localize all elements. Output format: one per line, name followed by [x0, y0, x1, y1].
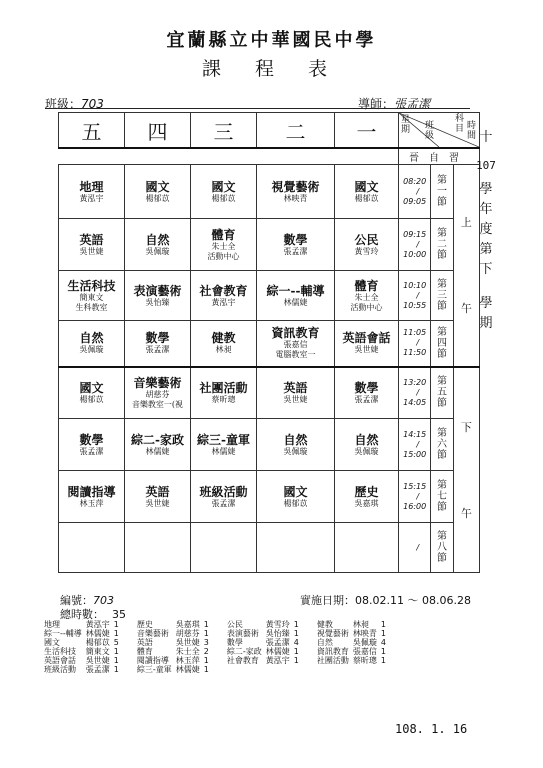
cell-wed-p2: [191, 219, 257, 271]
period-label: 第七節: [437, 480, 448, 513]
teacher-field: [358, 95, 430, 112]
subject-name: 自然: [145, 232, 170, 247]
subject-name: 國文: [283, 484, 308, 499]
summary-hours: 1: [203, 665, 209, 674]
summary-hours: [379, 665, 402, 674]
teacher-name: 張孟潔: [283, 246, 308, 256]
teacher-name: 吳佩璇: [145, 246, 170, 256]
teacher-name: 吳怡臻: [145, 297, 170, 307]
cell-thu-p5: [125, 367, 191, 419]
summary-hours: 2: [203, 647, 209, 656]
side-char-7: 學: [479, 296, 493, 311]
cell-thu-p6: [125, 419, 191, 471]
cell-thu-p7: [125, 471, 191, 523]
summary-teacher: 林映青: [352, 629, 377, 638]
summary-row: [42, 629, 402, 638]
period-row-2: [59, 219, 480, 271]
subject-name: 綜三-童軍: [197, 432, 250, 447]
class-value: 703: [81, 97, 104, 111]
ampm-char: 午: [460, 302, 472, 316]
cell-tue-p2: [257, 219, 335, 271]
summary-subject: 英語: [136, 638, 153, 647]
teacher-name: 張孟潔: [79, 446, 104, 456]
summary-subject: [225, 665, 264, 674]
summary-hours: 5: [113, 638, 119, 647]
summary-subject: 閱讀指導: [136, 656, 169, 665]
total-label: 總時數：: [60, 608, 104, 621]
cell-thu-p2: [125, 219, 191, 271]
day-header-fri: 五: [59, 113, 125, 149]
summary-subject: 歷史: [136, 620, 153, 629]
date-field: [300, 592, 471, 608]
teacher-name: 楊郁苡: [283, 498, 308, 508]
subject-name: 音樂藝術: [133, 375, 182, 390]
subject-name: 英語: [79, 232, 104, 247]
side-char-2: 學: [479, 182, 493, 197]
teacher-name: 吳嘉琪: [354, 498, 379, 508]
summary-subject: 綜三-童軍: [136, 665, 172, 674]
subject-name: 綜一--輔導: [266, 283, 325, 298]
period-label: 第四節: [437, 326, 448, 360]
summary-subject: 綜一--輔導: [44, 629, 82, 638]
summary-hours: 1: [113, 647, 119, 656]
period-rows: [59, 165, 480, 573]
summary-teacher: [264, 665, 292, 674]
summary-hours: 1: [293, 620, 299, 629]
summary-hours: 1: [293, 647, 299, 656]
period-label-cell: [431, 271, 453, 321]
teacher-name: 吳佩璇: [79, 345, 104, 355]
teacher-name: 朱士全: [211, 241, 236, 251]
summary-hours: 3: [203, 638, 209, 647]
period-row-7: [59, 471, 480, 523]
summary-subject: 體育: [136, 647, 153, 656]
afternoon-marker: [453, 367, 479, 573]
summary-teacher: 張嘉信: [352, 647, 377, 656]
side-char-4: 度: [479, 222, 493, 237]
side-char-6: 下: [479, 262, 493, 277]
cell-wed-p1: [191, 165, 257, 219]
time-separator: /: [416, 439, 420, 449]
subject-name: 英語會話: [342, 331, 391, 346]
cell-wed-p3: [191, 271, 257, 321]
summary-teacher: 林儒婕: [85, 629, 110, 638]
period-row-5: [59, 367, 480, 419]
cell-fri-p4: [59, 321, 125, 367]
cell-mon-p8: [335, 523, 399, 573]
summary-hours: 1: [380, 656, 386, 665]
cell-fri-p1: [59, 165, 125, 219]
time-separator: /: [416, 186, 420, 196]
side-label: [476, 128, 496, 334]
cell-wed-p4: [191, 321, 257, 367]
teacher-name: 林儒婕: [211, 446, 236, 456]
period-time: [399, 523, 431, 573]
summary-teacher: 黃雪玲: [265, 620, 290, 629]
subject-name: 歷史: [354, 484, 379, 499]
summary-subject: 資訊教育: [316, 647, 349, 656]
summary-row: [42, 620, 402, 629]
total-value: 35: [112, 608, 126, 621]
summary-hours: 1: [203, 620, 209, 629]
period-time: [399, 367, 431, 419]
teacher-name: 吳世婕: [79, 246, 104, 256]
teacher-name: 林玉萍: [79, 498, 104, 508]
header-rule: [45, 108, 470, 109]
cell-mon-p5: [335, 367, 399, 419]
time-start: 11:05: [403, 328, 427, 338]
subject-name: 自然: [79, 331, 104, 346]
code-label: 編號：: [60, 594, 93, 607]
class-field: [45, 95, 104, 112]
summary-teacher: 吳怡臻: [265, 629, 290, 638]
code-value: 703: [93, 594, 114, 607]
cell-tue-p5: [257, 367, 335, 419]
summary-row: [42, 647, 402, 656]
summary-row: [42, 665, 402, 674]
subject-name: 數學: [283, 232, 308, 247]
period-label: 第五節: [437, 376, 448, 410]
subject-name: 體育: [354, 278, 379, 293]
cell-thu-p4: [125, 321, 191, 367]
side-char-8: 期: [479, 316, 493, 331]
summary-teacher: 蔡昕璁: [352, 656, 377, 665]
summary-hours: 1: [203, 629, 209, 638]
period-label: 第三節: [437, 279, 448, 312]
time-start: 10:10: [403, 280, 427, 290]
document-title: 課 程 表: [201, 58, 342, 80]
period-time: [399, 271, 431, 321]
summary-hours: 1: [380, 620, 386, 629]
period-row-1: [59, 165, 480, 219]
summary-subject: 健教: [316, 620, 333, 629]
summary-teacher: 林昶: [352, 620, 369, 629]
subject-name: 國文: [211, 179, 236, 194]
teacher-name: 吳佩璇: [354, 446, 379, 456]
hours-summary: [42, 620, 402, 674]
ampm-char: 上: [460, 216, 472, 230]
summary-teacher: [351, 665, 379, 674]
cell-wed-p7: [191, 471, 257, 523]
summary-hours: 1: [113, 620, 119, 629]
summary-teacher: 楊郁苡: [85, 638, 110, 647]
subject-name: 綜二-家政: [131, 432, 184, 447]
summary-hours: 1: [113, 665, 119, 674]
period-label-cell: [431, 219, 453, 271]
teacher-name: 簡東文: [79, 292, 104, 302]
summary-teacher: 朱士全: [175, 647, 200, 656]
teacher-name: 吳世婕: [145, 498, 170, 508]
day-header-mon: 一: [335, 113, 399, 149]
summary-subject: 數學: [226, 638, 243, 647]
summary-subject: 音樂藝術: [136, 629, 169, 638]
subject-name: 社會教育: [199, 283, 248, 298]
teacher-name: 楊郁苡: [145, 193, 170, 203]
corner-time: 時間: [467, 121, 477, 141]
time-end: 15:00: [403, 449, 427, 459]
cell-thu-p1: [125, 165, 191, 219]
summary-hours: 1: [380, 647, 386, 656]
subject-name: 健教: [211, 331, 236, 346]
summary-teacher: 林儒婕: [175, 665, 200, 674]
period-row-8: [59, 523, 480, 573]
summary-subject: 英語會話: [44, 656, 76, 665]
subject-name: 數學: [354, 380, 379, 395]
side-char-5: 第: [479, 242, 493, 257]
summary-teacher: 張孟潔: [85, 665, 110, 674]
subject-name: 數學: [79, 432, 104, 447]
summary-teacher: 吳嘉琪: [175, 620, 200, 629]
subject-name: 國文: [354, 179, 379, 194]
subject-name: 英語: [145, 484, 170, 499]
subject-name: 自然: [354, 432, 379, 447]
teacher-name: 張孟潔: [211, 498, 236, 508]
cell-mon-p3: [335, 271, 399, 321]
cell-mon-p6: [335, 419, 399, 471]
period-time: [399, 165, 431, 219]
date-label: 實施日期：: [300, 594, 355, 607]
corner-week: 星期: [401, 115, 411, 135]
cell-mon-p2: [335, 219, 399, 271]
summary-subject: 國文: [44, 638, 60, 647]
subject-name: 社團活動: [199, 380, 248, 395]
time-end: 11:50: [403, 348, 427, 358]
time-start: 15:15: [403, 481, 427, 491]
teacher-name: 楊郁苡: [79, 394, 104, 404]
cell-fri-p7: [59, 471, 125, 523]
cell-tue-p6: [257, 419, 335, 471]
print-date: 108. 1. 16: [395, 722, 468, 736]
teacher-name: 胡慈芬: [145, 389, 170, 399]
summary-hours: 1: [203, 656, 209, 665]
summary-teacher: 黃泓宇: [85, 620, 110, 629]
summary-hours: 1: [113, 656, 119, 665]
subject-name: 閱讀指導: [67, 484, 116, 499]
teacher-name: 林儒婕: [283, 297, 308, 307]
corner-header: [399, 113, 480, 149]
time-separator: /: [416, 290, 420, 300]
summary-teacher: 簡東文: [85, 647, 110, 656]
teacher-name: 張孟潔: [145, 345, 170, 355]
cell-fri-p3: [59, 271, 125, 321]
time-end: 09:05: [403, 196, 427, 206]
subject-name: 生活科技: [67, 278, 116, 293]
teacher-name: 林映青: [283, 193, 308, 203]
teacher-name: 蔡昕璁: [211, 394, 236, 404]
summary-subject: 地理: [44, 620, 60, 629]
side-year: 107: [476, 159, 496, 172]
time-separator: /: [416, 542, 420, 552]
room-name: 活動中心: [207, 251, 240, 261]
subject-name: 自然: [283, 432, 308, 447]
day-header-tue: 二: [257, 113, 335, 149]
ampm-char: 下: [460, 420, 472, 434]
period-time: [399, 419, 431, 471]
time-separator: /: [416, 239, 420, 249]
room-name: 音樂教室一(視: [131, 399, 184, 409]
cell-thu-p3: [125, 271, 191, 321]
teacher-name: 林儒婕: [145, 446, 170, 456]
day-header-thu: 四: [125, 113, 191, 149]
cell-tue-p1: [257, 165, 335, 219]
subject-name: 公民: [354, 232, 379, 247]
period-label-cell: [431, 419, 453, 471]
room-name: 生科教室: [75, 302, 108, 312]
teacher-name: 黃泓宇: [79, 193, 104, 203]
cell-mon-p1: [335, 165, 399, 219]
teacher-label: 導師：: [358, 97, 395, 111]
period-label: 第八節: [437, 531, 448, 564]
summary-teacher: 林玉萍: [175, 656, 200, 665]
cell-wed-p5: [191, 367, 257, 419]
summary-subject: 表演藝術: [226, 629, 259, 638]
cell-tue-p7: [257, 471, 335, 523]
period-time: [399, 219, 431, 271]
period-row-6: [59, 419, 480, 471]
summary-teacher: 吳世婕: [85, 656, 110, 665]
day-header-wed: 三: [191, 113, 257, 149]
morning-blank: [59, 148, 399, 165]
subject-name: 表演藝術: [133, 283, 182, 298]
period-row-4: [59, 321, 480, 367]
room-name: 電腦教室一: [275, 350, 316, 360]
corner-subject: 科目: [455, 114, 465, 134]
time-start: 08:20: [403, 176, 427, 186]
summary-subject: 班級活動: [44, 665, 76, 674]
period-label-cell: [431, 471, 453, 523]
teacher-value: 張孟潔: [394, 97, 431, 111]
time-end: 14:05: [403, 397, 427, 407]
subject-name: 國文: [145, 179, 170, 194]
period-row-3: [59, 271, 480, 321]
summary-subject: 視覺藝術: [316, 629, 349, 638]
summary-teacher: 張孟潔: [265, 638, 290, 647]
summary-subject: 生活科技: [44, 647, 76, 656]
teacher-name: 張孟潔: [354, 394, 379, 404]
subject-name: 地理: [79, 179, 104, 194]
summary-subject: 社團活動: [316, 656, 349, 665]
teacher-name: 吳佩璇: [283, 446, 308, 456]
subject-name: 視覺藝術: [271, 179, 320, 194]
summary-hours: 1: [113, 629, 119, 638]
time-start: 13:20: [403, 377, 427, 387]
time-separator: /: [416, 338, 420, 348]
subject-name: 數學: [145, 331, 170, 346]
subject-name: 體育: [211, 227, 236, 242]
summary-subject: 綜二-家政: [226, 647, 262, 656]
period-label-cell: [431, 523, 453, 573]
teacher-name: 黃泓宇: [211, 297, 236, 307]
cell-thu-p8: [125, 523, 191, 573]
cell-tue-p3: [257, 271, 335, 321]
teacher-name: 朱士全: [354, 292, 379, 302]
summary-row: [42, 656, 402, 665]
teacher-name: 楊郁苡: [211, 193, 236, 203]
summary-subject: [315, 665, 351, 674]
period-time: [399, 321, 431, 367]
teacher-name: 吳世婕: [354, 345, 379, 355]
summary-hours: 4: [380, 638, 386, 647]
time-separator: /: [416, 491, 420, 501]
subject-name: 國文: [79, 380, 104, 395]
cell-tue-p8: [257, 523, 335, 573]
summary-teacher: 吳佩璇: [352, 638, 377, 647]
date-value: 08.02.11 ～ 08.06.28: [355, 594, 471, 607]
teacher-name: 吳世婕: [283, 394, 308, 404]
time-separator: /: [416, 387, 420, 397]
teacher-name: 楊郁苡: [354, 193, 379, 203]
side-char-3: 年: [479, 202, 493, 217]
summary-subject: 社會教育: [226, 656, 259, 665]
summary-teacher: 黃泓宇: [265, 656, 290, 665]
period-label-cell: [431, 367, 453, 419]
summary-row: [42, 638, 402, 647]
class-label: 班級：: [45, 97, 82, 111]
teacher-name: 林昶: [215, 345, 232, 355]
summary-hours: 1: [293, 629, 299, 638]
school-name: 宜蘭縣立中華國民中學: [166, 30, 377, 51]
summary-teacher: 林儒婕: [265, 647, 290, 656]
time-end: 10:00: [403, 249, 427, 259]
summary-hours: 1: [293, 656, 299, 665]
time-end: 16:00: [403, 501, 427, 511]
teacher-name: 黃雪玲: [354, 246, 379, 256]
summary-teacher: 吳世婕: [175, 638, 200, 647]
header-row: [59, 113, 480, 149]
time-start: 14:15: [403, 429, 427, 439]
time-start: 09:15: [403, 229, 427, 239]
cell-fri-p8: [59, 523, 125, 573]
subject-name: 英語: [283, 380, 308, 395]
summary-hours: [292, 665, 315, 674]
summary-teacher: 胡慈芬: [175, 629, 200, 638]
cell-wed-p6: [191, 419, 257, 471]
cell-wed-p8: [191, 523, 257, 573]
period-time: [399, 471, 431, 523]
cell-fri-p2: [59, 219, 125, 271]
morning-study-row: [59, 148, 480, 165]
morning-study: 晉自習: [399, 148, 480, 165]
ampm-char: 午: [460, 506, 472, 520]
summary-hours: 4: [293, 638, 299, 647]
timetable: [58, 112, 480, 573]
cell-fri-p5: [59, 367, 125, 419]
period-label-cell: [431, 165, 453, 219]
room-name: 活動中心: [350, 302, 383, 312]
period-label: 第一節: [437, 175, 448, 208]
period-label: 第二節: [437, 228, 448, 261]
cell-fri-p6: [59, 419, 125, 471]
cell-tue-p4: [257, 321, 335, 367]
period-label-cell: [431, 321, 453, 367]
period-label: 第六節: [437, 428, 448, 461]
cell-mon-p7: [335, 471, 399, 523]
time-end: 10:55: [403, 300, 427, 310]
summary-subject: 公民: [226, 620, 243, 629]
teacher-name: 張嘉信: [283, 340, 308, 350]
side-char-0: 十: [479, 130, 493, 145]
subject-name: 資訊教育: [271, 326, 320, 341]
summary-subject: 自然: [316, 638, 333, 647]
corner-class: 班級: [425, 121, 435, 141]
cell-mon-p4: [335, 321, 399, 367]
summary-hours: 1: [380, 629, 386, 638]
subject-name: 班級活動: [199, 484, 248, 499]
